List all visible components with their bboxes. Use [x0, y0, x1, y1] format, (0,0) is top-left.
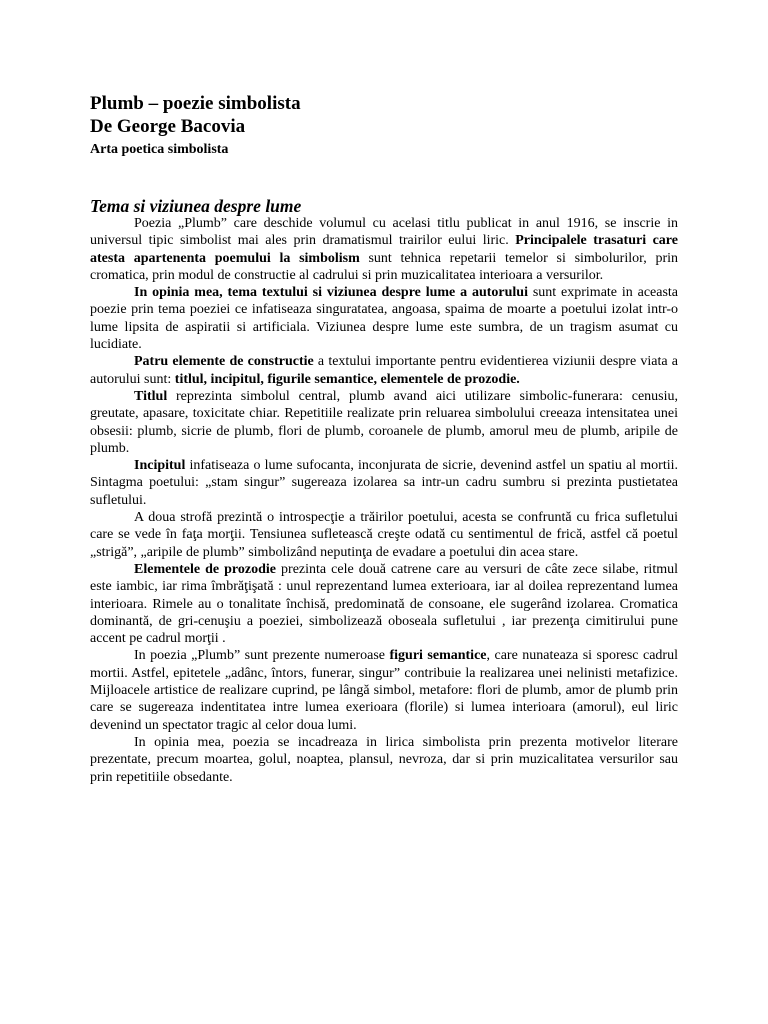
bold-text-run: Titlul	[134, 388, 168, 404]
bold-text-run: In opinia mea, tema textului si viziunea despre lume a autorului	[134, 285, 528, 301]
bold-text-run: Elementele de prozodie	[134, 561, 276, 577]
bold-text-run: Principalele trasaturi care atesta apartenenta poemului la simbolism	[90, 233, 678, 266]
paragraph	[90, 647, 678, 733]
text-run: , care nunateaza si sporesc cadrul mortii. Astfel, epitetele „adânc, întors, funerar, singur” contribuie la realizarea unei nelinisti metafizice. Mijloacele artistice de realizare cuprind, pe lângă simbol, metafore: flori de plumb, amor de plumb prin care se sugereaza indentitatea intre lumea exerioara (florile) si lumea interioara (amorul), eul liric devenind un spectator tragic al celor doua lumi.	[90, 648, 678, 733]
text-run: In poezia „Plumb” sunt prezente numeroase	[134, 648, 390, 664]
document-body	[90, 215, 678, 786]
text-run: sunt exprimate in aceasta poezie prin tema poeziei ce infatiseaza singuratatea, angoasa, spaima de moarte a poetului izolat intr-o lume lipsita de aspiratii si artificiala. Viziunea despre lume este sumbra, de un tragism asumat cu lucidiate.	[90, 285, 679, 353]
paragraph	[90, 215, 678, 284]
text-run: In opinia mea, poezia se incadreaza in lirica simbolista prin prezenta motivelor literare prezentate, precum moartea, golul, noaptea, plansul, nevroza, dar si prin muzicalitatea versurilor sau prin repetitiile obsedante.	[90, 734, 678, 785]
paragraph	[90, 509, 678, 561]
text-run: infatiseaza o lume sufocanta, inconjurata de sicrie, devenind astfel un spatiu al mortii. Sintagma poetului: „stam singur” sugereaza izolarea sa intr-un cadru sumbru si prezinta pustietatea sufletului.	[90, 458, 678, 508]
paragraph	[90, 388, 678, 457]
document-subtitle: Arta poetica simbolista	[90, 142, 229, 157]
text-run: sunt tehnica repetarii temelor si simbolurilor, prin cromatica, prin modul de constructie al cadrului si prin muzicalitatea interioara a versurilor.	[90, 250, 678, 283]
document-header	[90, 92, 301, 160]
text-run: A doua strofă prezintă o introspecţie a trăirilor poetului, acesta se confruntă cu frica sufletului care se vede în faţa morţii. Tensiunea sufletească creşte odată cu sentimentul de frică, astfel că poetul „strigă”, „aripile de plumb” simbolizând neputinţa de evadare a poetului din acea stare.	[90, 510, 678, 560]
bold-text-run: figuri semantice	[389, 648, 487, 664]
bold-text-run: Incipitul	[134, 458, 186, 474]
text-run: prezinta cele două catrene care au versuri de câte zece silabe, ritmul este iambic, iar rima îmbrăţişată : unul reprezentand lumea exterioara, iar al doilea reprezentand lumea interioara. Rimele au o tonalitate închisă, predominată de consoane, ele sugerând izolarea. Cromatica dominantă, de gri-cenuşiu a poeziei, simbolizează oboseala sufletului , iar prezenţa cimitirului pune accent pe cadrul morţii .	[90, 561, 678, 647]
text-run: Poezia „Plumb” care deschide volumul cu acelasi titlu publicat in anul 1916, se inscrie in universul tipic simbolist mai ales prin dramatismul trairilor eului liric.	[90, 216, 678, 249]
text-run: reprezinta simbolul central, plumb avand aici utilizare simbolic-funerara: cenusiu, greutate, apasare, toxicitate chiar. Repetitiile realizate prin reluarea simbolului creeaza intensitatea unei obsesii: plumb, sicrie de plumb, flori de plumb, coroanele de plumb, amorul meu de plumb, aripile de plumb.	[90, 388, 678, 456]
section-heading: Tema si viziunea despre lume	[90, 196, 302, 216]
paragraph	[90, 561, 678, 647]
paragraph	[90, 457, 678, 509]
bold-text-run: titlul, incipitul, figurile semantice, elementele de prozodie.	[174, 371, 520, 387]
paragraph	[90, 353, 678, 388]
bold-text-run: Patru elemente de constructie	[134, 354, 314, 370]
text-run: a textului importante pentru evidentierea viziunii despre viata a autorului sunt:	[90, 354, 678, 387]
document-author: De George Bacovia	[90, 116, 246, 137]
paragraph	[90, 734, 678, 786]
paragraph	[90, 284, 678, 353]
document-title: Plumb – poezie simbolista	[90, 93, 301, 114]
